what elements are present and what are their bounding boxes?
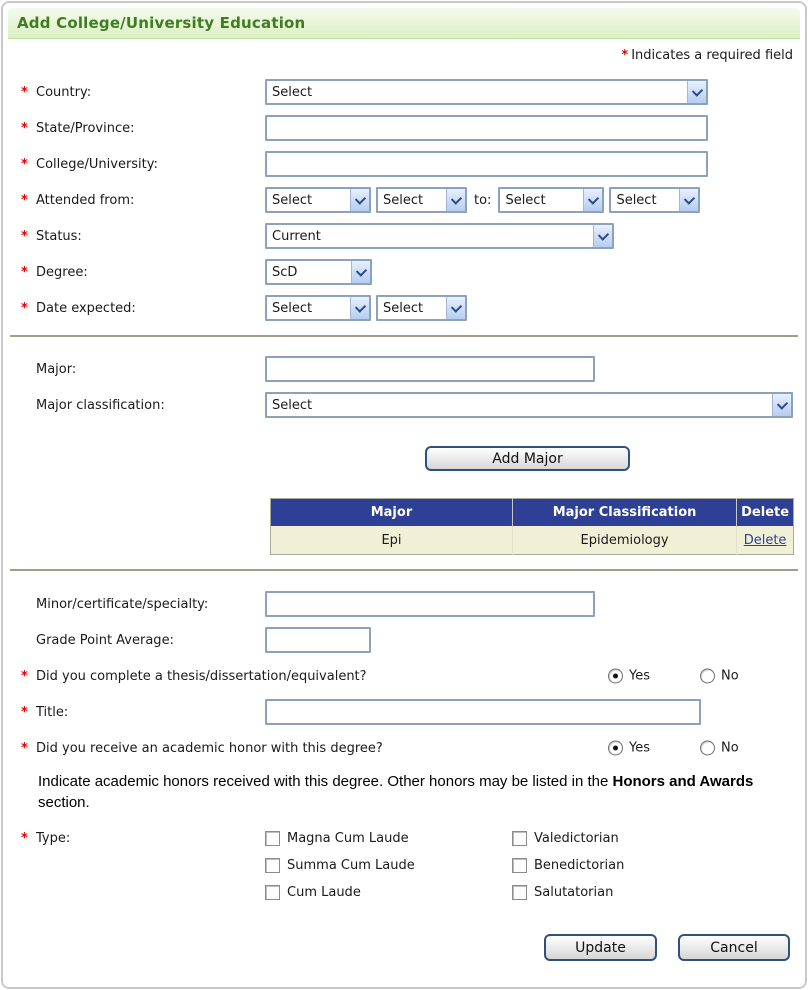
gpa-label: Grade Point Average: [36, 632, 174, 648]
state-label: State/Province: [36, 120, 135, 136]
title-row [3, 699, 805, 725]
college-label: College/University: [36, 156, 158, 172]
thesis-yes-option[interactable] [608, 669, 650, 684]
date-expected-month-value: Select [272, 300, 313, 316]
honors-note-bold: Honors and Awards [612, 773, 754, 790]
checkbox-label: Salutatorian [534, 885, 614, 900]
chevron-down-icon[interactable] [350, 297, 369, 319]
type-row [3, 831, 805, 900]
required-asterisk: * [21, 740, 28, 756]
required-asterisk: * [21, 831, 28, 846]
checkbox-icon[interactable] [512, 885, 527, 900]
classification-cell: Epidemiology [512, 526, 736, 555]
thesis-no-label: No [721, 668, 739, 684]
checkbox-icon[interactable] [265, 831, 280, 846]
college-input[interactable] [265, 151, 708, 177]
checkbox-icon[interactable] [265, 858, 280, 873]
delete-link[interactable]: Delete [743, 532, 787, 548]
state-input[interactable] [265, 115, 708, 141]
honor-yes-radio[interactable] [608, 741, 623, 756]
degree-row [3, 259, 805, 285]
honors-note-text: section. [38, 794, 90, 811]
delete-column-header: Delete [737, 499, 794, 527]
thesis-question-row [3, 663, 805, 689]
major-cell: Epi [271, 526, 513, 555]
delete-cell [737, 526, 794, 555]
checkbox-label: Summa Cum Laude [287, 858, 415, 873]
minor-label: Minor/certificate/specialty: [36, 596, 209, 612]
chevron-down-icon[interactable] [583, 189, 602, 211]
attended-from-month-select[interactable] [265, 187, 371, 213]
country-select-value: Select [272, 84, 313, 100]
required-asterisk: * [21, 84, 28, 100]
honor-yes-option[interactable] [608, 741, 650, 756]
page-title: Add College/University Education [17, 14, 306, 32]
add-major-button[interactable]: Add Major [425, 446, 630, 471]
country-row [3, 79, 805, 105]
chevron-down-icon[interactable] [446, 189, 465, 211]
attended-to-label: to: [474, 192, 492, 208]
minor-input[interactable] [265, 591, 595, 617]
date-expected-label: Date expected: [36, 300, 136, 316]
status-row [3, 223, 805, 249]
attended-from-year-select[interactable] [376, 187, 467, 213]
attended-to-month-select[interactable] [498, 187, 604, 213]
checkbox-icon[interactable] [512, 858, 527, 873]
chevron-down-icon[interactable] [687, 81, 706, 103]
checkbox-option-benedictorian[interactable] [512, 858, 624, 873]
required-asterisk: * [21, 120, 28, 136]
college-row [3, 151, 805, 177]
attended-from-month-value: Select [272, 192, 313, 208]
gpa-row [3, 627, 805, 653]
major-classification-value: Select [272, 397, 313, 413]
state-row [3, 115, 805, 141]
attended-to-year-select[interactable] [609, 187, 700, 213]
attended-from-year-value: Select [383, 192, 424, 208]
thesis-yes-label: Yes [629, 668, 650, 684]
status-select[interactable] [265, 223, 614, 249]
honor-question-row [3, 735, 805, 761]
gpa-input[interactable] [265, 627, 371, 653]
country-label: Country: [36, 84, 92, 100]
degree-select-value: ScD [272, 264, 298, 280]
add-education-form [1, 1, 807, 989]
honor-yes-label: Yes [629, 740, 650, 756]
honor-no-label: No [721, 740, 739, 756]
checkbox-label: Benedictorian [534, 858, 625, 873]
section-divider [10, 569, 798, 571]
honors-note [38, 771, 798, 813]
required-asterisk: * [21, 228, 28, 244]
major-label: Major: [36, 361, 77, 377]
required-asterisk: * [21, 668, 28, 684]
required-asterisk: * [21, 156, 28, 172]
update-button[interactable]: Update [544, 934, 657, 961]
checkbox-option-magna-cum-laude[interactable] [265, 831, 512, 846]
required-note-text: Indicates a required field [631, 47, 793, 63]
major-classification-row [3, 392, 805, 418]
attended-row [3, 187, 805, 213]
checkbox-option-salutatorian[interactable] [512, 885, 624, 900]
major-table [270, 498, 794, 555]
major-input[interactable] [265, 356, 595, 382]
checkbox-option-valedictorian[interactable] [512, 831, 624, 846]
thesis-no-option[interactable] [700, 669, 739, 684]
type-label: Type: [36, 831, 71, 846]
add-major-row [3, 446, 805, 471]
honors-note-text: Indicate academic honors received with this degree. Other honors may be listed in the [38, 773, 613, 790]
required-asterisk: * [621, 47, 629, 63]
thesis-no-radio[interactable] [700, 669, 715, 684]
chevron-down-icon[interactable] [351, 261, 370, 283]
major-classification-label: Major classification: [36, 397, 165, 413]
status-select-value: Current [272, 228, 321, 244]
degree-select[interactable] [265, 259, 372, 285]
attended-to-year-value: Select [616, 192, 657, 208]
major-row [3, 356, 805, 382]
major-table-header-row [271, 499, 794, 527]
thesis-yes-radio[interactable] [608, 669, 623, 684]
major-classification-select[interactable] [265, 392, 793, 418]
checkbox-icon[interactable] [512, 831, 527, 846]
country-select[interactable] [265, 79, 708, 105]
minor-row [3, 591, 805, 617]
checkbox-label: Valedictorian [534, 831, 619, 846]
chevron-down-icon[interactable] [446, 297, 465, 319]
checkbox-option-summa-cum-laude[interactable] [265, 858, 512, 873]
required-asterisk: * [21, 704, 28, 720]
honor-question-label: Did you receive an academic honor with this degree? [36, 740, 383, 756]
chevron-down-icon[interactable] [593, 225, 612, 247]
required-asterisk: * [21, 192, 28, 208]
required-field-note [3, 46, 805, 64]
action-button-row [3, 934, 805, 961]
checkbox-label: Magna Cum Laude [287, 831, 409, 846]
form-header [8, 8, 800, 39]
title-label: Title: [36, 704, 69, 720]
thesis-question-label: Did you complete a thesis/dissertation/equivalent? [36, 668, 367, 684]
title-input[interactable] [265, 699, 701, 725]
date-expected-year-value: Select [383, 300, 424, 316]
section-divider [10, 335, 798, 337]
checkbox-option-cum-laude[interactable] [265, 885, 512, 900]
cancel-button[interactable]: Cancel [678, 934, 790, 961]
checkbox-icon[interactable] [265, 885, 280, 900]
major-classification-column-header: Major Classification [512, 499, 736, 527]
required-asterisk: * [21, 300, 28, 316]
attended-to-month-value: Select [505, 192, 546, 208]
chevron-down-icon[interactable] [772, 394, 791, 416]
honor-type-checkbox-grid [265, 831, 624, 900]
date-expected-month-select[interactable] [265, 295, 371, 321]
chevron-down-icon[interactable] [679, 189, 698, 211]
attended-label: Attended from: [36, 192, 135, 208]
degree-label: Degree: [36, 264, 88, 280]
date-expected-year-select[interactable] [376, 295, 467, 321]
honor-no-radio[interactable] [700, 741, 715, 756]
chevron-down-icon[interactable] [350, 189, 369, 211]
major-column-header: Major [271, 499, 513, 527]
required-asterisk: * [21, 264, 28, 280]
status-label: Status: [36, 228, 82, 244]
honor-no-option[interactable] [700, 741, 739, 756]
checkbox-label: Cum Laude [287, 885, 361, 900]
date-expected-row [3, 295, 805, 321]
table-row [271, 526, 794, 555]
